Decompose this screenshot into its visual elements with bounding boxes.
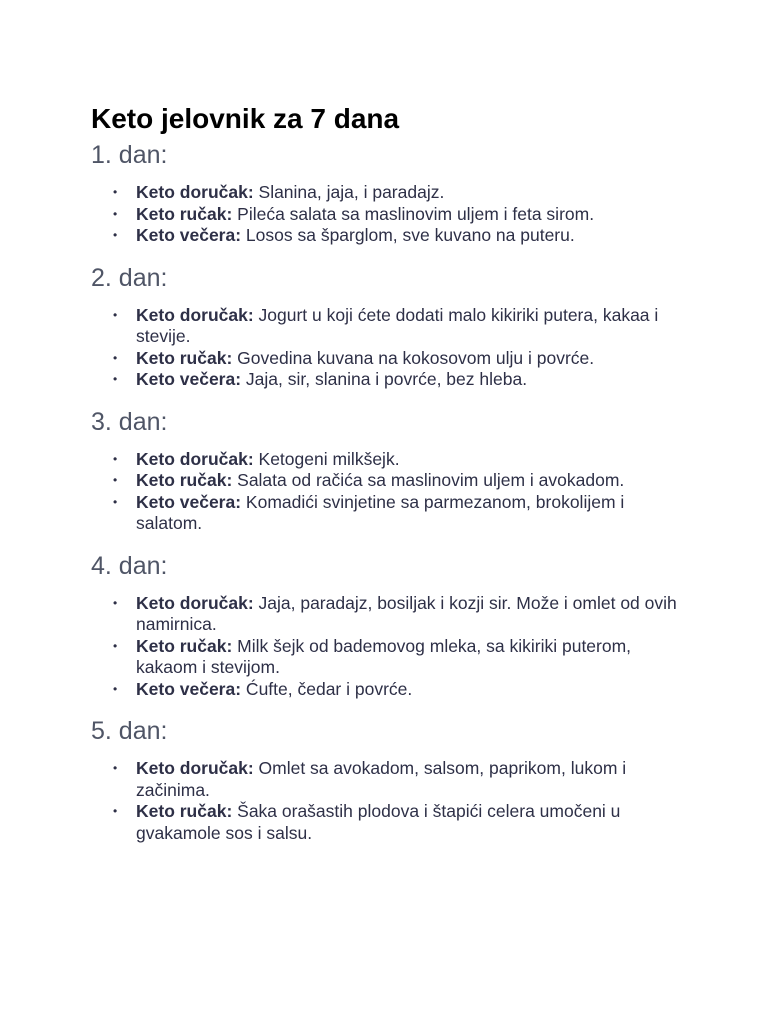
meal-text: Jaja, sir, slanina i povrće, bez hleba. <box>241 369 528 389</box>
meal-label: Keto večera: <box>136 225 242 245</box>
meal-item <box>91 369 691 391</box>
meal-text: Pileća salata sa maslinovim uljem i feta sirom. <box>232 203 595 224</box>
meal-item <box>91 636 691 679</box>
meal-text: Ćufte, čedar i povrće. <box>241 678 413 699</box>
day-heading: 5. dan: <box>91 717 168 745</box>
bullet-icon: • <box>113 206 118 221</box>
meal-label: Keto doručak: <box>136 448 254 469</box>
days-container <box>91 138 691 844</box>
meal-item <box>91 492 691 535</box>
meal-text: Govedina kuvana na kokosovom ulju i povrće. <box>232 347 595 368</box>
meal-item <box>91 679 691 701</box>
meal-label: Keto ručak: <box>136 347 233 368</box>
day-heading: 4. dan: <box>91 551 168 580</box>
meal-label: Keto ručak: <box>136 203 233 224</box>
meal-text: Jogurt u koji ćete dodati malo kikiriki putera, kakaa i stevije. <box>136 304 659 346</box>
bullet-icon: • <box>113 307 118 322</box>
meal-label: Keto ručak: <box>136 635 233 656</box>
bullet-icon: • <box>113 451 118 466</box>
day-heading: 1. dan: <box>91 141 168 169</box>
day-section <box>91 261 691 391</box>
meal-text: Losos sa šparglom, sve kuvano na puteru. <box>241 225 575 245</box>
meal-text: Komadići svinjetine sa parmezanom, brokolijem i salatom. <box>136 491 625 533</box>
meal-list <box>91 305 691 391</box>
document-title: Keto jelovnik za 7 dana <box>91 103 400 134</box>
meal-list <box>91 449 691 535</box>
day-section <box>91 549 691 701</box>
meal-item <box>91 305 691 348</box>
day-section <box>91 714 691 844</box>
day-heading: 2. dan: <box>91 263 168 292</box>
bullet-icon: • <box>113 804 118 818</box>
day-heading: 3. dan: <box>91 407 168 436</box>
meal-label: Keto doručak: <box>136 304 254 325</box>
bullet-icon: • <box>113 681 118 696</box>
bullet-icon: • <box>113 473 118 487</box>
meal-item <box>91 225 691 247</box>
meal-text: Salata od račića sa maslinovim uljem i avokadom. <box>232 470 625 490</box>
meal-label: Keto doručak: <box>136 182 254 202</box>
meal-text: Slanina, jaja, i paradajz. <box>253 182 445 202</box>
bullet-icon: • <box>113 228 118 242</box>
bullet-icon: • <box>113 595 118 610</box>
bullet-icon: • <box>113 372 118 386</box>
bullet-icon: • <box>113 350 118 365</box>
meal-item <box>91 758 691 801</box>
meal-label: Keto doručak: <box>136 758 254 778</box>
meal-label: Keto doručak: <box>136 592 254 613</box>
bullet-icon: • <box>113 185 118 199</box>
day-section <box>91 138 691 247</box>
meal-list <box>91 182 691 247</box>
meal-text: Šaka orašastih plodova i štapići celera umočeni u gvakamole sos i salsu. <box>136 801 621 843</box>
meal-label: Keto ručak: <box>136 470 233 490</box>
meal-label: Keto večera: <box>136 491 242 512</box>
meal-item <box>91 593 691 636</box>
meal-item <box>91 801 691 844</box>
meal-label: Keto ručak: <box>136 801 233 821</box>
bullet-icon: • <box>113 494 118 509</box>
meal-list <box>91 593 691 701</box>
meal-list <box>91 758 691 844</box>
bullet-icon: • <box>113 638 118 653</box>
meal-label: Keto večera: <box>136 678 242 699</box>
meal-item <box>91 449 691 471</box>
meal-text: Omlet sa avokadom, salsom, paprikom, lukom i začinima. <box>136 758 627 800</box>
meal-label: Keto večera: <box>136 369 242 389</box>
meal-item <box>91 182 691 204</box>
meal-text: Milk šejk od bademovog mleka, sa kikiriki puterom, kakaom i stevijom. <box>136 635 632 677</box>
meal-text: Jaja, paradajz, bosiljak i kozji sir. Može i omlet od ovih namirnica. <box>136 592 677 634</box>
meal-text: Ketogeni milkšejk. <box>253 448 400 469</box>
day-section <box>91 405 691 535</box>
meal-item <box>91 204 691 226</box>
document-page <box>91 100 691 844</box>
bullet-icon: • <box>113 761 118 775</box>
meal-item <box>91 348 691 370</box>
meal-item <box>91 470 691 492</box>
